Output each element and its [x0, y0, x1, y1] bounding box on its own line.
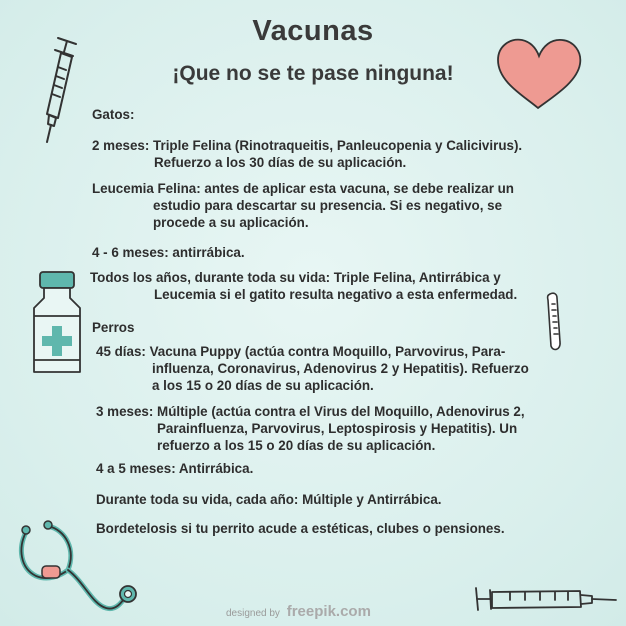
medicine-bottle-icon — [22, 268, 92, 378]
gatos-item-leucemia — [92, 180, 514, 231]
text-line: Todos los años, durante toda su vida: Triple Felina, Antirrábica y — [90, 270, 501, 285]
page-subtitle: ¡Que no se te pase ninguna! — [172, 62, 454, 85]
text-line: influenza, Coronavirus, Adenovirus 2 y Hepatitis). Refuerzo — [152, 361, 529, 376]
gatos-item-2-meses — [92, 137, 522, 171]
text-line: Refuerzo a los 30 días de su aplicación. — [154, 155, 407, 170]
text-line: 45 días: Vacuna Puppy (actúa contra Moquillo, Parvovirus, Para- — [96, 344, 506, 359]
text-line: a los 15 o 20 días de su aplicación. — [152, 378, 374, 393]
text-line: refuerzo a los 15 o 20 días de su aplicación. — [157, 438, 436, 453]
perros-item-bordetelosis: Bordetelosis si tu perrito acude a estéticas, clubes o pensiones. — [96, 521, 505, 536]
credit-brand: freepik.com — [286, 603, 371, 620]
thermometer-icon — [540, 290, 580, 360]
text-line: 3 meses: Múltiple (actúa contra el Virus del Moquillo, Adenovirus 2, — [96, 404, 525, 419]
perros-item-antirrabica: 4 a 5 meses: Antirrábica. — [96, 461, 254, 476]
perros-item-anual: Durante toda su vida, cada año: Múltiple y Antirrábica. — [96, 492, 442, 507]
perros-item-3-meses — [96, 403, 525, 454]
gatos-item-antirrabica: 4 - 6 meses: antirrábica. — [92, 245, 245, 260]
text-line: Parainfluenza, Parvovirus, Leptospirosis y Hepatitis). Un — [157, 421, 518, 436]
text-line: Leucemia Felina: antes de aplicar esta vacuna, se debe realizar un — [92, 181, 514, 196]
section-heading-perros: Perros — [92, 320, 135, 335]
page-title: Vacunas — [252, 15, 374, 47]
syringe-horizontal-icon — [470, 582, 620, 616]
heart-icon — [494, 36, 584, 111]
perros-item-45-dias — [96, 343, 529, 394]
section-heading-gatos: Gatos: — [92, 107, 135, 122]
credit-prefix: designed by — [226, 608, 280, 619]
text-line: 2 meses: Triple Felina (Rinotraqueitis, Panleucopenia y Calicivirus). — [92, 138, 523, 153]
gatos-item-anual — [90, 269, 517, 303]
text-line: estudio para descartar su presencia. Si es negativo, se — [153, 198, 503, 213]
freepik-credit — [226, 603, 371, 620]
text-line: procede a su aplicación. — [153, 215, 309, 230]
syringe-icon — [28, 36, 88, 146]
text-line: Leucemia si el gatito resulta negativo a esta enfermedad. — [154, 287, 518, 302]
